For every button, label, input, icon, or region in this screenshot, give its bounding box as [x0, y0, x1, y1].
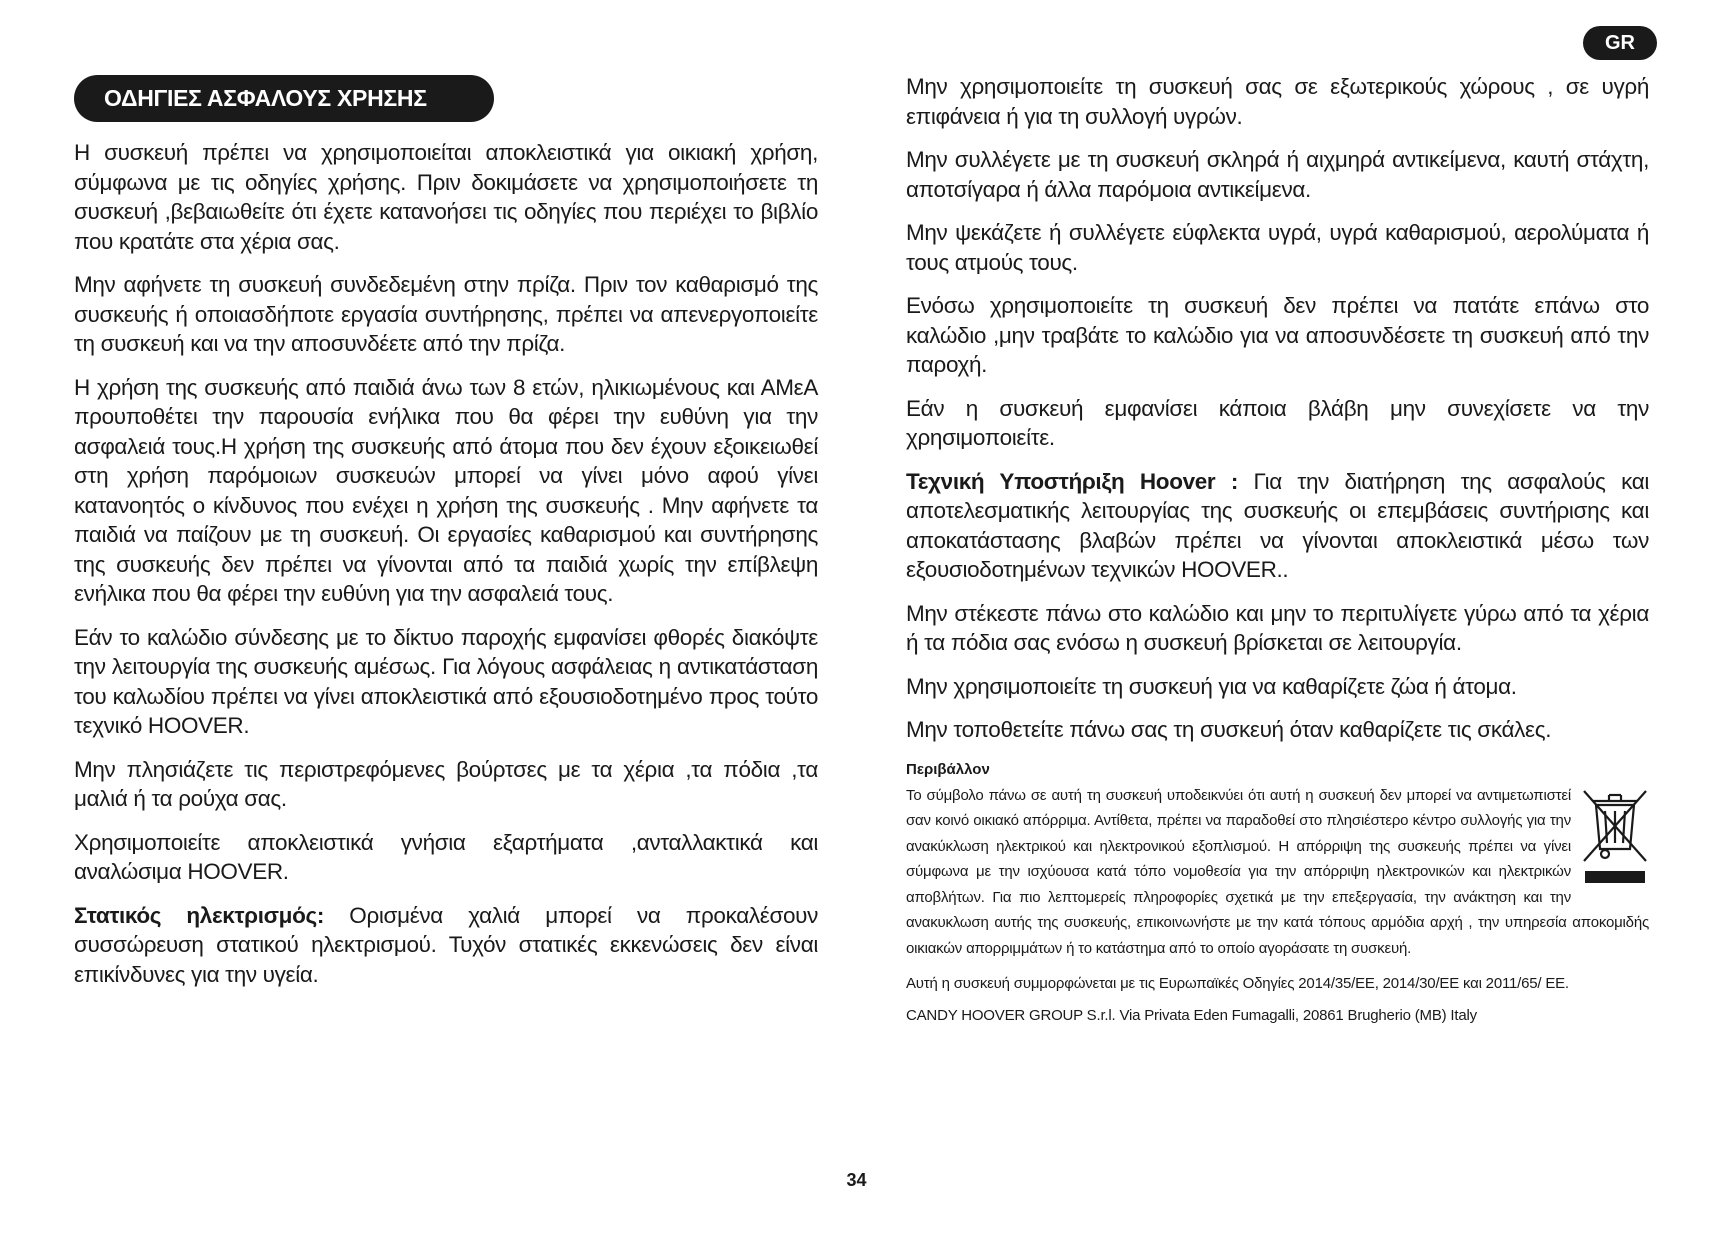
paragraph-fault: Εάν η συσκευή εμφανίσει κάποια βλάβη μην συνεχίσετε να την χρησιμοποιείτε.	[906, 395, 1649, 450]
paragraph-flammable: Μην ψεκάζετε ή συλλέγετε εύφλεκτα υγρά, υγρά καθαρισμού, αερολύματα ή τους ατμούς τους.	[906, 220, 1649, 275]
company-address: CANDY HOOVER GROUP S.r.l. Via Privata Eden Fumagalli, 20861 Brugherio (MB) Italy	[906, 1006, 1477, 1024]
paragraph-unplug: Μην αφήνετε τη συσκευή συνδεδεμένη στην πρίζα. Πριν τον καθαρισμό της συσκευής ή οποιασδήποτε εργασία συντήρησης, πρέπει να απενεργοποιείτε τη συσκευή και να την αποσυνδέετε από την πρίζα.	[74, 272, 818, 356]
paragraph-sharp-objects: Μην συλλέγετε με τη συσκευή σκληρά ή αιχμηρά αντικείμενα, καυτή στάχτη, αποτσίγαρα ή άλλα παρόμοια αντικείμενα.	[906, 147, 1649, 202]
paragraph-support	[906, 467, 1649, 585]
support-text: Για την διατήρηση της ασφαλούς και αποτελεσματικής λειτουργίας της συσκευής οι επεμβάσεις συντήρισης και αποκατάστασης βλαβών πρέπει να γίνονται αποκλειστικά μέσω των εξουσιοδοτημένων τεχνικών HOOVER..	[906, 468, 1649, 582]
paragraph-stairs: Μην τοποθετείτε πάνω σας τη συσκευή όταν καθαρίζετε τις σκάλες.	[906, 717, 1552, 742]
section-title: ΟΔΗΓΙΕΣ ΑΣΦΑΛΟΥΣ ΧΡΗΣΗΣ	[74, 75, 494, 122]
language-badge: GR	[1583, 26, 1657, 60]
compliance-text: Αυτή η συσκευή συμμορφώνεται με τις Ευρωπαϊκές Οδηγίες 2014/35/EE, 2014/30/EE και 2011/65/ EE.	[906, 975, 1569, 992]
paragraph-animals: Μην χρησιμοποιείτε τη συσκευή για να καθαρίζετε ζώα ή άτομα.	[906, 673, 1517, 699]
static-heading: Στατικός ηλεκτρισμός:	[74, 902, 324, 928]
paragraph-brushes: Μην πλησιάζετε τις περιστρεφόμενες βούρτσες με τα χέρια ,τα πόδια ,τα μαλιά ή τα ρούχα σας.	[74, 756, 818, 811]
support-heading: Τεχνική Υποστήριξη Hoover :	[906, 468, 1238, 494]
left-column	[74, 138, 818, 1003]
paragraph-children: Η χρήση της συσκευής από παιδιά άνω των 8 ετών, ηλικιωμένους και ΑΜεΑ προυποθέτει την παρουσία ενήλικα που θα φέρει την ευθύνη για την ασφαλειά τους.Η χρήση της συσκευής από άτομα που δεν έχουν εξοικειωθεί στη χρήση παρόμοιων συσκευών μπορεί να γίνει μόνο αφού γίνει κατανοητός ο κίνδυνος που ενέχει η χρήση της συσκευής . Μην αφήνετε τα παιδιά να παίζουν με τη συσκευή. Οι εργασίες καθαρισμού και συντήρησης της συσκευής δεν πρέπει να γίνονται από τα παιδιά χωρίς την επίβλεψη ενήλικα που θα φέρει την ευθύνη για την ασφαλειά τους.	[74, 374, 818, 606]
paragraph-genuine-parts: Χρησιμοποιείτε αποκλειστικά γνήσια εξαρτήματα ,ανταλλακτικά και αναλώσιμα HOOVER.	[74, 829, 818, 884]
environment-section	[906, 783, 1649, 962]
environment-text: Το σύμβολο πάνω σε αυτή τη συσκευή υποδεικνύει ότι αυτή η συσκευή δεν μπορεί να αντιμετωπιστεί σαν κοινό οικιακό απόρριμα. Αντίθετα, πρέπει να παραδοθεί στο πλησιέστερο κέντρο συλλογής για την ανακύκλωση ηλεκτρικού και ηλεκτρονικού εξοπλισμού. Η απόρριψη της συσκευής πρέπει να γίνει σύμφωνα με την ισχύουσα κατά τόπο νομοθεσία για την απόρριψη ηλεκτρονικών και ηλεκτρικών αποβλήτων. Για πιο λεπτομερείς πληροφορίες σχετικά με την επεξεργασία, την ανάκτηση και την ανακυκλωση αυτής της συσκευής, επικοινωνήστε με την κατά τόπους αρμόδια αρχή , την υπηρεσία αποκομιδής οικιακών απορριμμάτων ή το κατάστημα από το οποίο αγοράσατε τη συσκευή.	[906, 786, 1649, 957]
static-text: Ορισμένα χαλιά μπορεί να προκαλέσουν συσσώρευση στατικού ηλεκτρισμού. Τυχόν στατικές εκκενώσεις δεν είναι επικίνδυνες για την υγεία.	[74, 902, 819, 987]
right-column	[906, 72, 1649, 1028]
page-number: 34	[846, 1170, 867, 1190]
crossed-out-wheelie-bin-icon	[1581, 787, 1649, 885]
paragraph-cord-wrap: Μην στέκεστε πάνω στο καλώδιο και μην το περιτυλίγετε γύρω από τα χέρια ή τα πόδια σας ενόσω η συσκευή βρίσκεται σε λειτουργία.	[906, 600, 1649, 655]
paragraph-damaged-cord: Εάν το καλώδιο σύνδεσης με το δίκτυο παροχής εμφανίσει φθορές διακόψτε την λειτουργία της συσκευής αμέσως. Για λόγους ασφάλειας η αντικατάσταση του καλωδίου πρέπει να γίνει αποκλειστικά από εξουσιοδοτημένο προς τούτο τεχνικό HOOVER.	[74, 624, 818, 738]
paragraph-static	[74, 901, 818, 990]
environment-title: Περιβάλλον	[906, 760, 990, 778]
paragraph-cord-step: Ενόσω χρησιμοποιείτε τη συσκευή δεν πρέπει να πατάτε επάνω στο καλώδιο ,μην τραβάτε το καλώδιο για να αποσυνδέσετε τη συσκευή από την παροχή.	[906, 293, 1649, 377]
paragraph-household-use: Η συσκευή πρέπει να χρησιμοποιείται αποκλειστικά για οικιακή χρήση, σύμφωνα με τις οδηγίες χρήσης. Πριν δοκιμάσετε να χρησιμοποιήσετε τη συσκευή ,βεβαιωθείτε ότι έχετε κατανοήσει τις οδηγίες που περιέχει το βιβλίο που κρατάτε στα χέρια σας.	[74, 140, 818, 254]
paragraph-outdoor: Μην χρησιμοποιείτε τη συσκευή σας σε εξωτερικούς χώρους , σε υγρή επιφάνεια ή για τη συλλογή υγρών.	[906, 74, 1649, 129]
